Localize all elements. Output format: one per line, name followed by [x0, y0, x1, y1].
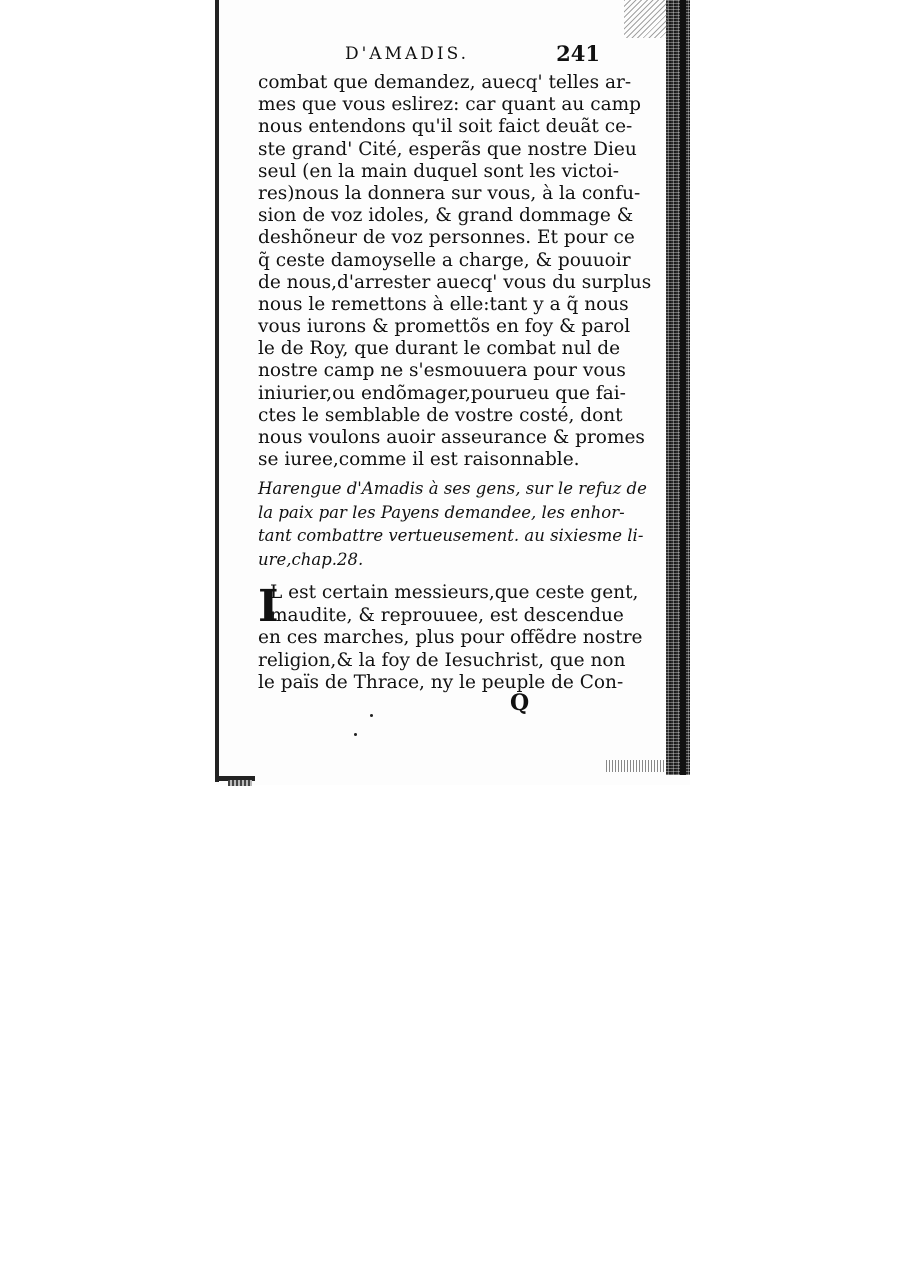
- text-line: nous entendons qu'il soit faict deuãt ce-: [258, 116, 633, 138]
- page-number: 241: [556, 41, 600, 66]
- text-line: deshõneur de voz personnes. Et pour ce: [258, 227, 635, 249]
- caption-line: ure,chap.28.: [258, 549, 364, 569]
- ink-speck: [370, 714, 373, 717]
- text-line: le de Roy, que durant le combat nul de: [258, 338, 621, 360]
- text-line: mes que vous eslirez: car quant au camp: [258, 94, 641, 116]
- ink-speck: [354, 733, 357, 736]
- page-gutter: [666, 0, 690, 775]
- body-paragraph: [258, 72, 652, 471]
- text-line: L est certain messieurs,que ceste gent,: [270, 582, 639, 603]
- text-line: religion,& la foy de Iesuchrist, que non: [258, 649, 626, 671]
- running-head: D'AMADIS.: [345, 44, 470, 64]
- text-line: ste grand' Cité, esperãs que nostre Dieu: [258, 138, 637, 160]
- page-header: [345, 41, 600, 70]
- text-line: nous le remettons à elle:tant y a q̃ nous: [258, 293, 629, 315]
- catchword: Q: [510, 690, 530, 716]
- text-line: nous voulons auoir asseurance & promes: [258, 427, 645, 448]
- text-line: combat que demandez, auecq' telles ar-: [258, 72, 632, 93]
- caption-line: la paix par les Payens demandee, les enhor-: [258, 502, 625, 522]
- text-line: res)nous la donnera sur vous, à la confu-: [258, 182, 641, 204]
- chapter-caption: [258, 477, 647, 571]
- text-line: q̃ ceste damoyselle a charge, & pouuoir: [258, 249, 631, 271]
- text-line: vous iurons & promettõs en foy & parol: [258, 316, 631, 338]
- caption-line: Harengue d'Amadis à ses gens, sur le refuz de: [258, 479, 647, 498]
- drop-cap: I: [258, 581, 279, 632]
- text-line: nostre camp ne s'esmouuera pour vous: [258, 360, 626, 382]
- gutter-shadow: [680, 0, 686, 775]
- text-line: iniurier,ou endõmager,pourueu que fai-: [258, 382, 626, 404]
- text-line: en ces marches, plus pour offẽdre nostre: [258, 627, 643, 648]
- scan-noise: [606, 760, 664, 772]
- caption-line: tant combattre vertueusement. au sixiesme li-: [258, 526, 644, 545]
- text-line: maudite, & reprouuee, est descendue: [270, 604, 624, 626]
- text-line: le païs de Thrace, ny le peuple de Con-: [258, 672, 624, 693]
- scan-noise: [624, 0, 669, 38]
- text-line: seul (en la main duquel sont les victoi-: [258, 160, 620, 182]
- text-line: sion de voz idoles, & grand dommage &: [258, 205, 634, 227]
- text-line: de nous,d'arrester auecq' vous du surplus: [258, 271, 652, 293]
- text-line: ctes le semblable de vostre costé, dont: [258, 404, 623, 426]
- scan-noise: [228, 780, 252, 786]
- text-line: se iuree,comme il est raisonnable.: [258, 449, 580, 471]
- speech-paragraph: [258, 582, 643, 695]
- page-left-edge: [215, 0, 219, 782]
